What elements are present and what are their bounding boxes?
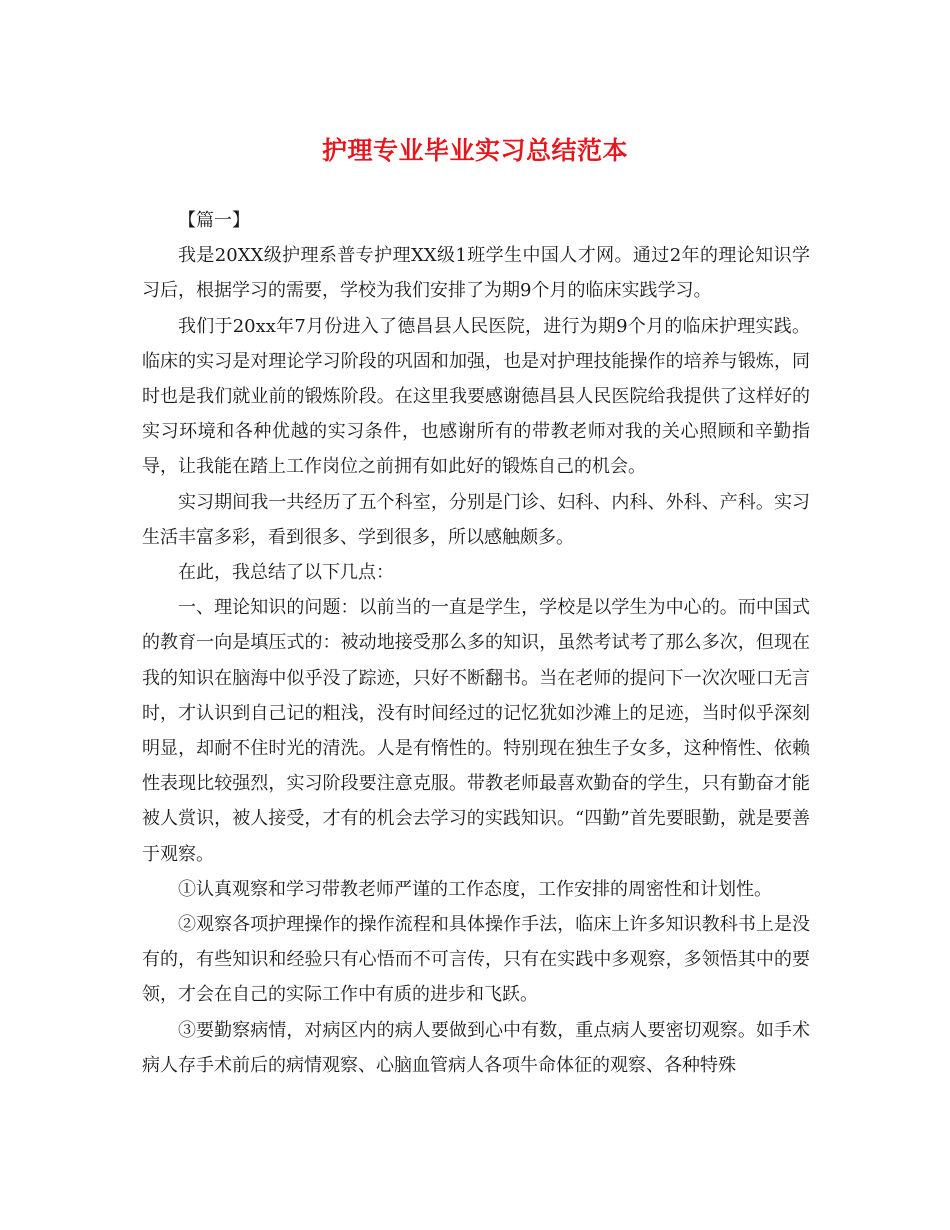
section-heading: 【篇一】 xyxy=(178,210,250,231)
paragraph: ①认真观察和学习带教老师严谨的工作态度，工作安排的周密性和计划性。 xyxy=(178,878,772,900)
paragraph: 我是20XX级护理系普专护理XX级1班学生中国人才网。通过2年的理论知识学习后，根据学习的需要，学校为我们安排了为期9个月的临床实践学习。 xyxy=(142,245,810,302)
paragraph: 在此，我总结了以下几点： xyxy=(178,562,394,584)
paragraph: ③要勤察病情，对病区内的病人要做到心中有数，重点病人要密切观察。如手术病人存手术前后的病情观察、心脑血管病人各项牛命体征的观察、各种特殊 xyxy=(142,1019,810,1076)
paragraph: 我们于20xx年7月份进入了德昌县人民医院，进行为期9个月的临床护理实践。临床的实习是对理论学习阶段的巩固和加强，也是对护理技能操作的培养与锻炼，同时也是我们就业前的锻炼阶段。在这里我要感谢德昌县人民医院给我提供了这样好的实习环境和各种优越的实习条件，也感谢所有的带教老师对我的关心照顾和辛勤指导，让我能在踏上工作岗位之前拥有如此好的锻炼自己的机会。 xyxy=(142,315,810,478)
document-title: 护理专业毕业实习总结范本 xyxy=(321,136,628,165)
paragraph: ②观察各项护理操作的操作流程和具体操作手法，临床上许多知识教科书上是没有的，有些知识和经验只有心悟而不可言传，只有在实践中多观察，多领悟其中的要领，才会在自己的实际工作中有质的进步和飞跃。 xyxy=(142,914,810,1006)
document-body xyxy=(142,203,810,1083)
paragraph: 一、理论知识的问题：以前当的一直是学生，学校是以学生为中心的。而中国式的教育一向是填压式的：被动地接受那么多的知识，虽然考试考了那么多次，但现在我的知识在脑海中似乎没了踪迹，只好不断翻书。当在老师的提问下一次次哑口无言时，才认识到自己记的粗浅，没有时间经过的记忆犹如沙滩上的足迹，当时似乎深刻明显，却耐不住时光的清洗。人是有惰性的。特别现在独生子女多，这种惰性、依赖性表现比较强烈，实习阶段要注意克服。带教老师最喜欢勤奋的学生，只有勤奋才能被人赏识，被人接受，才有的机会去学习的实践知识。“四勤”首先要眼勤，就是要善于观察。 xyxy=(142,597,810,865)
paragraph: 实习期间我一共经历了五个科室，分别是门诊、妇科、内科、外科、产科。实习生活丰富多彩，看到很多、学到很多，所以感触颇多。 xyxy=(142,491,810,548)
